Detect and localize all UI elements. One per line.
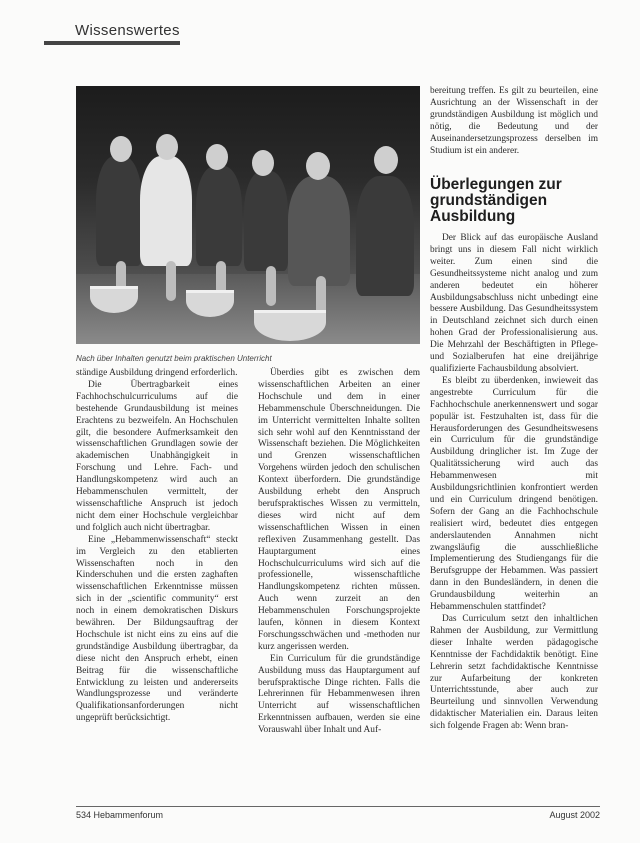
article-photo xyxy=(76,86,420,344)
footer-date: August 2002 xyxy=(549,810,600,820)
photo-caption: Nach über Inhalten genutzt beim praktischen Unterricht xyxy=(76,354,272,363)
section-rule xyxy=(44,41,180,45)
paragraph: Überdies gibt es zwischen dem wissenschaftlichen Arbeiten an einer Hochschule und dem in einer Hebammenschule Überschneidungen. Die im Unterricht vermittelten Inhalte sollten sich sehr wohl auf den Kenntnisstand der Wissenschaft beziehen. Die Möglichkeiten und Grenzen wissenschaftlichen Vorgehens würden jedoch den schulischen Kontext überfordern. Die grundständige Ausbildung erhebt den Anspruch berufspraktisches Wissen zu vermitteln, dieses wird nicht auf dem wissenschaftlichen Wissen in einen reflexiven Zusammenhang gestellt. Das Hauptargument eines Hochschulcurriculums wird sich auf die professionelle, wissenschaftliche Handlungskompetenz richten müssen. Auch wenn zurzeit an den Hebammenschulen Forschungsprojekte laufen, können in diesem Kontext Forschungsschwächen und -methoden nur kurz angerissen werden. xyxy=(258,368,420,652)
column-2 xyxy=(258,368,420,737)
column-3-top xyxy=(430,86,598,157)
section-heading: Überlegungen zur grundständigen Ausbildung xyxy=(430,176,562,225)
paragraph: Die Übertragbarkeit eines Fachhochschulcurriculums auf die bestehende Grundausbildung ist meines Erachtens zu bezweifeln. An Hochschulen gilt, die besondere Aufmerksamkeit den wissenschaftlichen Grundlagen sowie der akademischen Unabhängigkeit in Forschung und Lehre. Fach- und Handlungskompetenz wird auch an Hebammenschulen vermittelt, der wissenschaftliche Anspruch ist jedoch nicht dem einer Hochschule vergleichbar und folglich auch nicht übertragbar. xyxy=(76,379,238,533)
paragraph: Das Curriculum setzt den inhaltlichen Rahmen der Ausbildung, zur Vermittlung dieser Inhalte werden pädagogische Kenntnisse der Fachdidaktik benötigt. Eine Lehrerin setzt fachdidaktische Kenntnisse zur Aufarbeitung der konkreten Unterrichtsstunde, aber auch zur Beurteilung und sinnvollen Verwendung didaktischer Materialien ein. Daraus leiten sich folgende Fragen ab: Wenn bran- xyxy=(430,614,598,732)
paragraph: Es bleibt zu überdenken, inwieweit das angestrebte Curriculum für die Fachhochschule anerkennenswert und sogar populär ist. Festzuhalten ist, dass für die Herausforderungen des Gesundheitswesens ein Curriculum für die grundständige Ausbildung dringlicher ist. Im Zuge der Qualitätssicherung wird auch das Hebammenwesen mit Ausbildungsrichtlinien konfrontiert werden und ein Curriculum dringend benötigen. Sofern der Gang an die Fachhochschule realisiert wird, bedeutet dies entgegen anderslautenden Annahmen nicht zwangsläufig die ausschließliche Implementierung des Studiengangs für die Berufsgruppe der Hebammen. Was passiert dann in den Bundesländern, in denen die Grundausbildung weiterhin an Hebammenschulen stattfindet? xyxy=(430,375,598,613)
footer-page-info: 534 Hebammenforum xyxy=(76,810,164,820)
column-3-body xyxy=(430,233,598,733)
column-1 xyxy=(76,368,238,725)
section-label: Wissenswertes xyxy=(75,22,180,39)
footer-rule xyxy=(76,806,600,807)
paragraph: ständige Ausbildung dringend erforderlich. xyxy=(76,368,238,378)
paragraph: Der Blick auf das europäische Ausland bringt uns in diesem Fall nicht wirklich weiter. Zum einen sind die Gesundheitssysteme nicht analog und zum anderen bedeutet ein höherer Ausbildungsabschluss nicht unbedingt eine bessere Ausbildung. Das Gesundheitssystem in Deutschland zeichnet sich durch einen hohen Grad der Professionalisierung aus. Die Mehrzahl der Beschäftigten in Pflege- und Sozialberufen hat eine dreijährige qualifizierte Fachausbildung absolviert. xyxy=(430,233,598,374)
paragraph: bereitung treffen. Es gilt zu beurteilen, eine Ausrichtung an der Wissenschaft in der grundständigen Ausbildung ist möglich und nötig, die Bedeutung und der Auseinandersetzungsprozess derselben im Studium ist ein anderer. xyxy=(430,86,598,156)
paragraph: Eine „Hebammenwissenschaft“ steckt im Vergleich zu den etablierten Wissenschaften noch in den Kinderschuhen und die ersten zaghaften wissenschaftlichen Erkenntnisse müssen sich in der „scientific community“ erst noch in einem demokratischen Diskurs bewähren. Der Bildungsauftrag der Hochschule ist nicht eins zu eins auf die grundständige Ausbildung übertragbar, da diese nicht den Anspruch erhebt, einen Beitrag für die wissenschaftliche Entwicklung zu leisten und andererseits Wandlungsprozesse und veränderte Qualifikationsanforderungen nicht ungeprüft berücksichtigt. xyxy=(76,534,238,724)
paragraph: Ein Curriculum für die grundständige Ausbildung muss das Hauptargument auf berufspraktische Dinge richten. Falls die Lehrerinnen für Hebammenwesen ihren Unterricht auf wissenschaftlichen Erkenntnissen aufbauen, werden sie eine Vorauswahl über Inhalt und Auf- xyxy=(258,653,420,736)
